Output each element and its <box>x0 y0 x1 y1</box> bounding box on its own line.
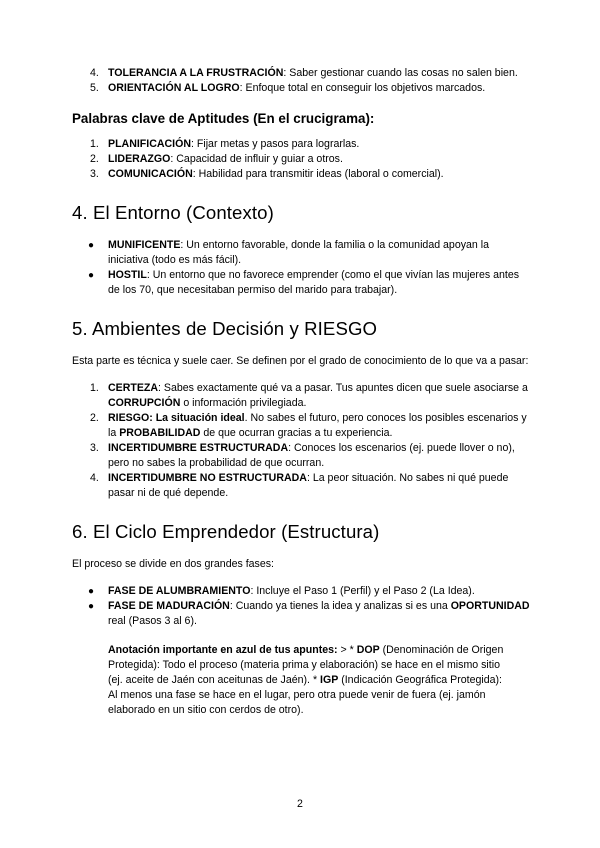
description: de que ocurran gracias a tu experiencia. <box>200 427 393 439</box>
term: PROBABILIDAD <box>119 427 201 439</box>
separator: : <box>149 412 156 424</box>
list-item <box>72 66 532 81</box>
description: : Cuando ya tienes la idea y analizas si es una <box>229 600 451 612</box>
description: : Un entorno favorable, donde la familia o la comunidad apoyan la iniciativa (todo es más fácil). <box>108 239 489 266</box>
term: RIESGO <box>108 412 150 424</box>
description: : La peor situación. No sabes ni qué puede pasar ni de qué depende. <box>108 472 509 499</box>
list-item <box>72 381 532 411</box>
list-item <box>72 81 532 96</box>
list-number: 2. <box>90 153 99 165</box>
list-number: 2. <box>90 412 99 424</box>
aptitudes-heading: Palabras clave de Aptitudes (En el crucigrama): <box>72 111 375 126</box>
list-number: 1. <box>90 382 99 394</box>
page-content <box>72 66 532 718</box>
ciclo-list <box>72 584 532 629</box>
competencias-list-continued <box>72 66 532 96</box>
description: : Capacidad de influir y guiar a otros. <box>170 153 343 165</box>
description: real (Pasos 3 al 6). <box>108 615 197 627</box>
list-number: 4. <box>90 472 99 484</box>
description: : Enfoque total en conseguir los objetivos marcados. <box>239 82 486 94</box>
note-lead: Anotación importante en azul de tus apuntes: <box>108 644 338 656</box>
description: : Sabes exactamente qué va a pasar. Tus apuntes dicen que suele asociarse a <box>158 382 528 394</box>
term: CORRUPCIÓN <box>108 397 181 409</box>
description: : Habilidad para transmitir ideas (laboral o comercial). <box>192 168 444 180</box>
ambientes-list <box>72 381 532 501</box>
bullet-icon: ● <box>88 601 95 612</box>
list-number: 5. <box>90 82 99 94</box>
description: : Fijar metas y pasos para lograrlas. <box>190 138 360 150</box>
entorno-list <box>72 238 532 298</box>
list-item <box>72 441 532 471</box>
list-number: 1. <box>90 138 99 150</box>
list-item <box>72 238 532 268</box>
term: INCERTIDUMBRE NO ESTRUCTURADA <box>108 472 307 484</box>
list-number: 4. <box>90 67 99 79</box>
list-item <box>72 411 532 441</box>
list-number: 3. <box>90 168 99 180</box>
list-item <box>72 268 532 298</box>
note-term-igp: IGP <box>320 674 339 686</box>
term: ORIENTACIÓN AL LOGRO <box>108 82 240 94</box>
term: FASE DE MADURACIÓN <box>108 600 230 612</box>
page-number: 2 <box>297 798 303 810</box>
aptitudes-list <box>72 137 532 182</box>
annotation-note <box>108 643 510 718</box>
list-item <box>72 152 532 167</box>
term: CERTEZA <box>108 382 159 394</box>
description: o información privilegiada. <box>180 397 307 409</box>
term: MUNIFICENTE <box>108 239 181 251</box>
bullet-icon: ● <box>88 240 95 251</box>
term: PLANIFICACIÓN <box>108 138 191 150</box>
description: : Un entorno que no favorece emprender (como el que vivían las mujeres antes de los 70, que necesitaban permiso del marido para trabajar). <box>108 269 520 296</box>
list-item <box>72 167 532 182</box>
list-item <box>72 471 532 501</box>
list-item <box>72 584 532 599</box>
section-4-title: 4. El Entorno (Contexto) <box>72 202 274 223</box>
bullet-icon: ● <box>88 586 95 597</box>
note-text: (Denominación de Origen Protegida): Todo el proceso (materia prima y elaboración) se hace en el mismo sitio (ej. aceite de Jaén con aceitunas de Jaén). * <box>108 644 504 686</box>
list-number: 3. <box>90 442 99 454</box>
note-term-dop: DOP <box>356 644 380 656</box>
term: LIDERAZGO <box>108 153 171 165</box>
bullet-icon: ● <box>88 270 95 281</box>
list-item <box>72 137 532 152</box>
term: OPORTUNIDAD <box>450 600 530 612</box>
note-text: > * <box>337 644 357 656</box>
section-6-title: 6. El Ciclo Emprendedor (Estructura) <box>72 521 380 542</box>
description: . No sabes el futuro, pero conoces los posibles escenarios y la <box>108 412 527 439</box>
term: La situación ideal <box>155 412 245 424</box>
section-5-title: 5. Ambientes de Decisión y RIESGO <box>72 318 378 339</box>
term: HOSTIL <box>108 269 147 281</box>
description: : Incluye el Paso 1 (Perfil) y el Paso 2 (La Idea). <box>250 585 475 597</box>
section-6-intro: El proceso se divide en dos grandes fases: <box>72 558 274 570</box>
list-item <box>72 599 532 629</box>
term: COMUNICACIÓN <box>108 168 193 180</box>
description: : Saber gestionar cuando las cosas no salen bien. <box>283 67 518 79</box>
term: INCERTIDUMBRE ESTRUCTURADA <box>108 442 289 454</box>
section-5-intro: Esta parte es técnica y suele caer. Se definen por el grado de conocimiento de lo que va a pasar: <box>72 355 529 367</box>
description: : Conoces los escenarios (ej. puede llover o no), pero no sabes la probabilidad de que ocurran. <box>108 442 515 469</box>
note-text: (Indicación Geográfica Protegida): Al menos una fase se hace en el lugar, pero otra puede venir de fuera (ej. jamón elaborado en un sitio con cerdos de otro). <box>108 674 502 716</box>
term: TOLERANCIA A LA FRUSTRACIÓN <box>108 67 284 79</box>
term: FASE DE ALUMBRAMIENTO <box>108 585 251 597</box>
